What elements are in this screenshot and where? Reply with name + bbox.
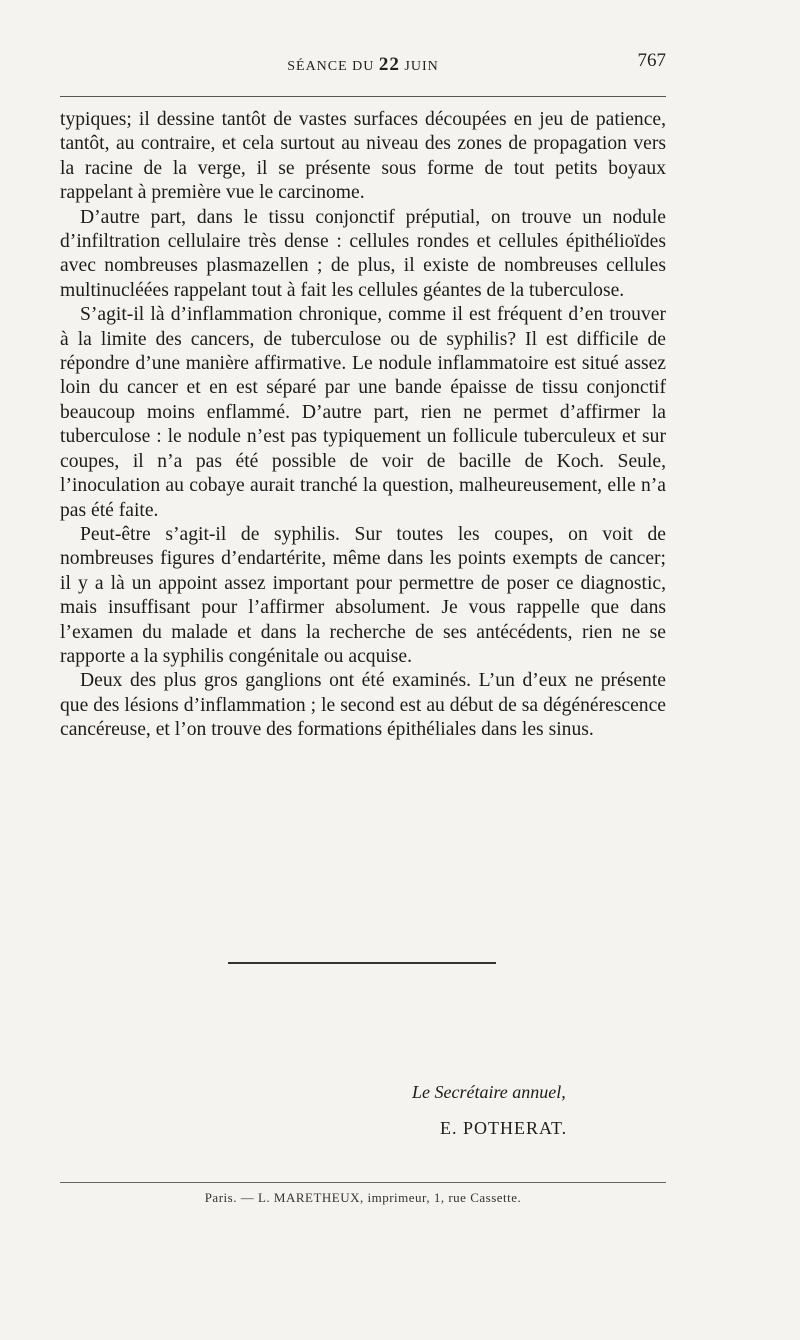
footer-rule xyxy=(60,1182,666,1183)
paragraph: D’autre part, dans le tissu conjonctif préputial, on trouve un nodule d’infiltration cellulaire très dense : cellules rondes et cellules épithélioïdes avec nombreuses plasmazellen ; de plus, il existe de nombreuses cellules multinucléées rappelant tout à fait les cellules géantes de la tuberculose. xyxy=(60,206,666,301)
running-title-day: 22 xyxy=(378,54,400,75)
running-title-prefix: SÉANCE DU xyxy=(287,59,379,74)
signature-role: Le Secrétaire annuel, xyxy=(412,1082,566,1102)
header-rule xyxy=(60,96,666,97)
page-number: 767 xyxy=(637,50,666,71)
section-divider xyxy=(228,962,496,964)
running-header xyxy=(60,50,666,80)
signature-name: E. POTHERAT. xyxy=(440,1118,568,1138)
paragraph: Deux des plus gros ganglions ont été examinés. L’un d’eux ne présente que des lésions d’inflammation ; le second est au début de sa dégénérescence cancéreuse, et l’on trouve des formations épithéliales dans les sinus. xyxy=(60,670,666,741)
running-title xyxy=(60,54,666,76)
body-text xyxy=(60,108,666,743)
printer-imprint: Paris. — L. MARETHEUX, imprimeur, 1, rue Cassette. xyxy=(204,1190,522,1205)
paragraph: S’agit-il là d’inflammation chronique, comme il est fréquent d’en trouver à la limite des cancers, de tuberculose ou de syphilis? Il est difficile de répondre d’une manière affirmative. Le nodule inflammatoire est situé assez loin du cancer et en est séparé par une bande épaisse de tissu conjonctif beaucoup moins enflammé. D’autre part, rien ne permet d’affirmer la tuberculose : le nodule n’est pas typiquement un follicule tuberculeux et sur coupes, il n’a pas été possible de voir de bacille de Koch. Seule, l’inoculation au cobaye aurait tranché la question, malheureusement, elle n’a pas été faite. xyxy=(60,304,666,521)
paragraph: Peut-être s’agit-il de syphilis. Sur toutes les coupes, on voit de nombreuses figures d’endartérite, même dans les points exempts de cancer; il y a là un appoint assez important pour permettre de poser ce diagnostic, mais insuffisant pour l’affirmer absolument. Je vous rappelle que dans l’examen du malade et dans la recherche de ses antécédents, rien ne se rapporte a la syphilis congénitale ou acquise. xyxy=(60,523,666,667)
paragraph-continuation: typiques; il dessine tantôt de vastes surfaces découpées en jeu de patience, tantôt, au contraire, et cela surtout au niveau des zones de propagation vers la racine de la verge, il se présente sous forme de tout petits boyaux rappelant à première vue le carcinome. xyxy=(60,109,666,204)
running-title-suffix: JUIN xyxy=(399,59,439,74)
